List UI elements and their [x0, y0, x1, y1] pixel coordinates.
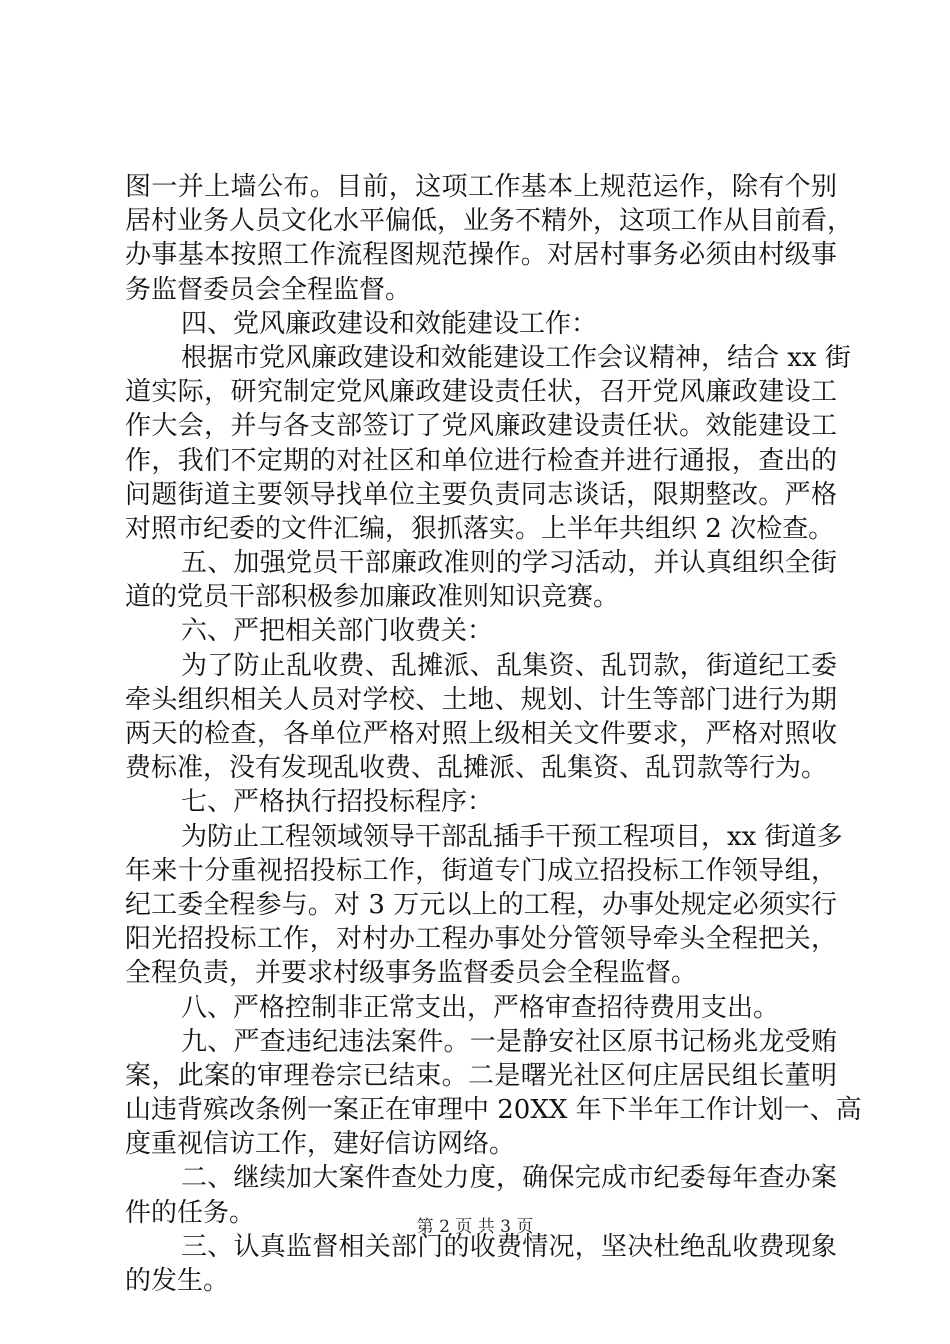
text-line: 图一并上墙公布。目前，这项工作基本上规范运作，除有个别	[125, 172, 837, 202]
text-line: 的发生。	[125, 1266, 230, 1296]
text-line: 为防止工程领域领导干部乱插手干预工程项目，xx 街道多	[181, 821, 843, 852]
text-line: 山违背殡改条例一案正在审理中 20XX 年下半年工作计划一、高	[125, 1095, 862, 1126]
text-line: 办事基本按照工作流程图规范操作。对居村事务必须由村级事	[125, 240, 837, 271]
text-line: 问题街道主要领导找单位主要负责同志谈话，限期整改。严格	[125, 479, 837, 510]
text-line: 件的任务。	[125, 1197, 256, 1228]
section-heading: 四、党风廉政建设和效能建设工作：	[181, 308, 598, 339]
text-line: 阳光招投标工作，对村办工程办事处分管领导牵头全程把关，	[125, 924, 837, 955]
text-line: 案，此案的审理卷宗已结束。二是曙光社区何庄居民组长董明	[125, 1060, 837, 1091]
section-heading: 三、认真监督相关部门的收费情况，坚决杜绝乱收费现象	[181, 1231, 837, 1262]
text-line: 费标准，没有发现乱收费、乱摊派、乱集资、乱罚款等行为。	[125, 753, 828, 784]
text-line: 度重视信访工作，建好信访网络。	[125, 1129, 516, 1160]
page-number: 第 2 页 共 3 页	[416, 1217, 534, 1237]
text-line: 务监督委员会全程监督。	[125, 274, 412, 305]
text-line: 牵头组织相关人员对学校、土地、规划、计生等部门进行为期	[125, 684, 837, 715]
text-line: 作，我们不定期的对社区和单位进行检查并进行通报，查出的	[125, 445, 837, 476]
section-heading: 二、继续加大案件查处力度，确保完成市纪委每年查办案	[181, 1163, 837, 1194]
text-line: 全程负责，并要求村级事务监督委员会全程监督。	[125, 958, 698, 989]
text-line: 居村业务人员文化水平偏低，业务不精外，这项工作从目前看，	[125, 206, 854, 237]
text-line: 道实际，研究制定党风廉政建设责任状，召开党风廉政建设工	[125, 377, 837, 408]
text-line: 纪工委全程参与。对 3 万元以上的工程，办事处规定必须实行	[125, 889, 837, 920]
text-line: 两天的检查，各单位严格对照上级相关文件要求，严格对照收	[125, 719, 837, 749]
section-heading: 六、严把相关部门收费关：	[181, 616, 494, 647]
section-heading: 九、严查违纪违法案件。一是静安社区原书记杨兆龙受贿	[181, 1026, 837, 1057]
text-line: 道的党员干部积极参加廉政准则知识竞赛。	[125, 582, 620, 613]
document-body	[125, 170, 862, 1298]
section-heading: 八、严格控制非正常支出，严格审查招待费用支出。	[181, 992, 780, 1023]
section-heading: 七、严格执行招投标程序：	[181, 787, 494, 818]
page-footer	[0, 1212, 950, 1237]
text-line: 对照市纪委的文件汇编，狠抓落实。上半年共组织 2 次检查。	[125, 513, 835, 544]
text-line: 根据市党风廉政建设和效能建设工作会议精神，结合 xx 街	[181, 342, 851, 373]
text-line: 为了防止乱收费、乱摊派、乱集资、乱罚款，街道纪工委	[181, 650, 837, 681]
text-line: 年来十分重视招投标工作，街道专门成立招投标工作领导组，	[125, 855, 837, 886]
section-heading: 五、加强党员干部廉政准则的学习活动，并认真组织全街	[181, 548, 837, 579]
text-line: 作大会，并与各支部签订了党风廉政建设责任状。效能建设工	[125, 411, 837, 442]
